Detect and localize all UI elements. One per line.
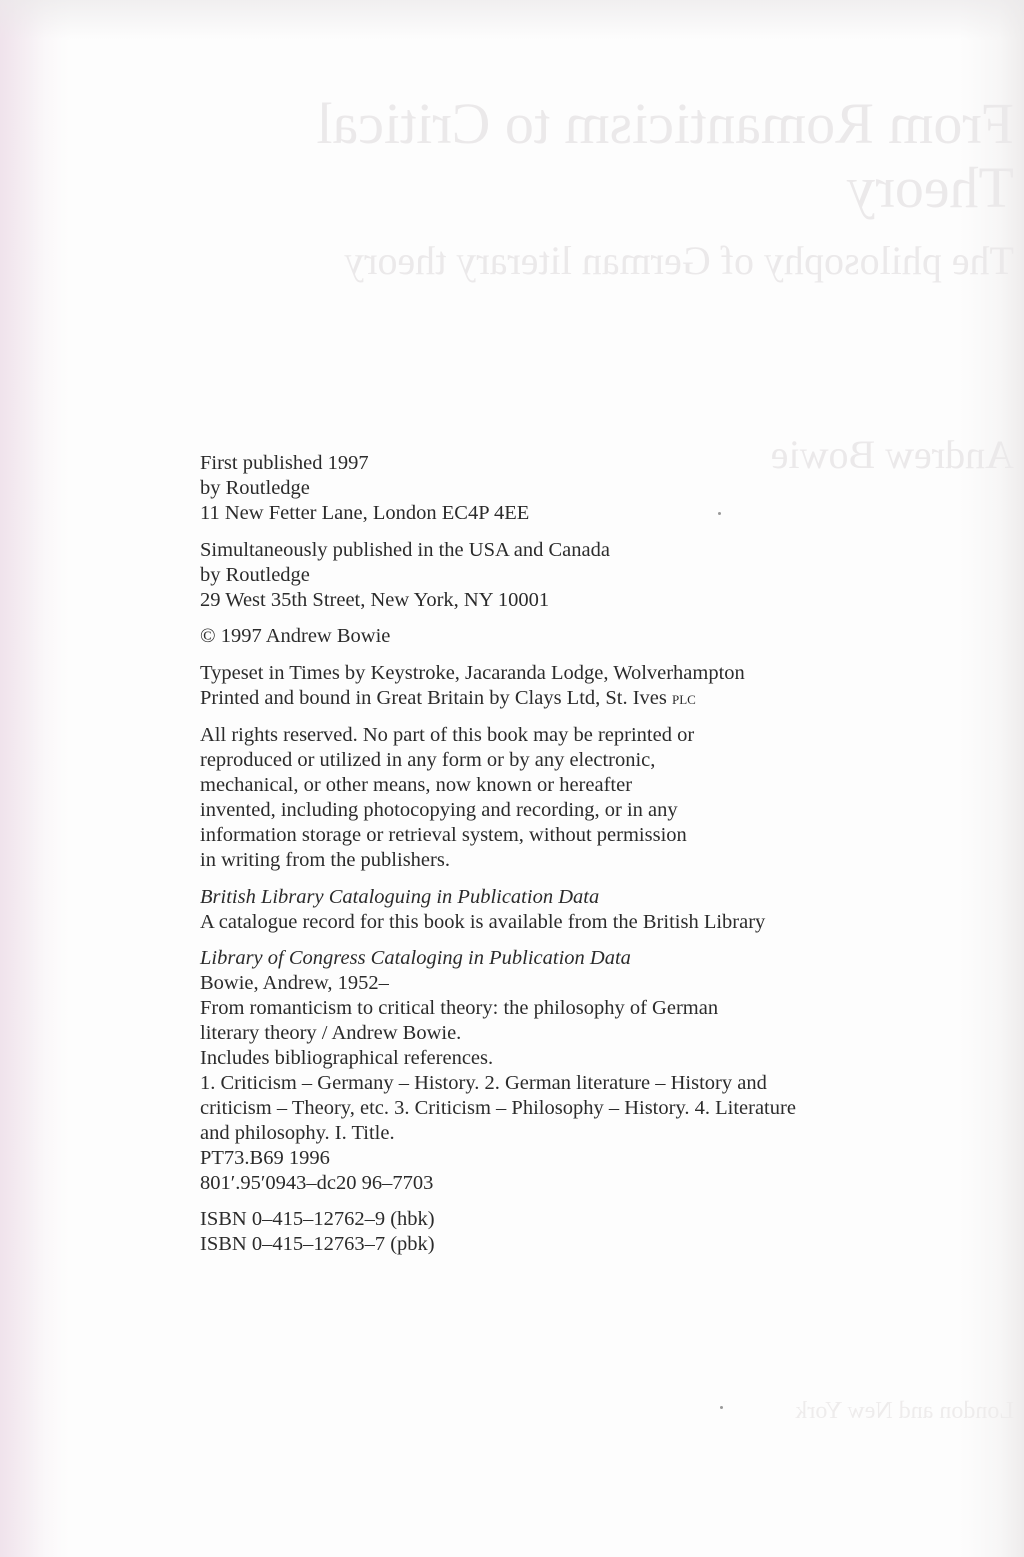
typeset-line: Typeset in Times by Keystroke, Jacaranda Lodge, Wolverhampton bbox=[200, 662, 745, 685]
copyright-imprint bbox=[200, 451, 940, 1269]
isbn-block bbox=[200, 1207, 940, 1257]
british-library-heading: British Library Cataloguing in Publication Data bbox=[200, 885, 600, 908]
bleed-title: From Romanticism to Critical Theory bbox=[316, 91, 1014, 220]
production-block bbox=[200, 661, 940, 711]
usa-publisher-name: by Routledge bbox=[200, 563, 310, 586]
usa-address: 29 West 35th Street, New York, NY 10001 bbox=[200, 588, 550, 611]
loc-line: From romanticism to critical theory: the philosophy of German bbox=[200, 997, 719, 1020]
bleed-author: Andrew Bowie bbox=[770, 432, 1014, 477]
british-library-block bbox=[200, 885, 940, 935]
dust-speck bbox=[718, 512, 721, 515]
copyright-block bbox=[200, 624, 940, 649]
uk-address: 11 New Fetter Lane, London EC4P 4EE bbox=[200, 501, 530, 524]
loc-line: Bowie, Andrew, 1952– bbox=[200, 972, 389, 995]
rights-line: reproduced or utilized in any form or by any electronic, bbox=[200, 749, 656, 772]
simultaneous-publication-line: Simultaneously published in the USA and Canada bbox=[200, 538, 610, 561]
first-published-line: First published 1997 bbox=[200, 452, 369, 474]
isbn-hardback: ISBN 0–415–12762–9 (hbk) bbox=[200, 1208, 435, 1231]
library-of-congress-block bbox=[200, 946, 940, 1195]
rights-block bbox=[200, 723, 940, 872]
british-library-text: A catalogue record for this book is available from the British Library bbox=[200, 910, 766, 933]
rights-line: mechanical, or other means, now known or hereafter bbox=[200, 773, 633, 796]
rights-line: information storage or retrieval system, without permission bbox=[200, 823, 687, 846]
loc-line: Includes bibliographical references. bbox=[200, 1047, 494, 1070]
publisher-name: by Routledge bbox=[200, 476, 310, 499]
loc-line: 1. Criticism – Germany – History. 2. German literature – History and bbox=[200, 1071, 767, 1094]
rights-line: in writing from the publishers. bbox=[200, 848, 450, 871]
bleed-subtitle: The philosophy of German literary theory bbox=[344, 238, 1014, 283]
loc-line: and philosophy. I. Title. bbox=[200, 1121, 395, 1144]
library-of-congress-heading: Library of Congress Cataloging in Publication Data bbox=[200, 947, 631, 970]
printed-line bbox=[200, 686, 940, 711]
bleed-publisher: London and New York bbox=[795, 1398, 1014, 1424]
dust-speck bbox=[720, 1406, 723, 1409]
isbn-paperback: ISBN 0–415–12763–7 (pbk) bbox=[200, 1233, 435, 1256]
rights-line: All rights reserved. No part of this book may be reprinted or bbox=[200, 724, 695, 747]
uk-publication-block bbox=[200, 451, 940, 526]
usa-publication-block bbox=[200, 538, 940, 613]
loc-line: 801′.95′0943–dc20 96–7703 bbox=[200, 1171, 434, 1194]
loc-line: PT73.B69 1996 bbox=[200, 1146, 330, 1169]
printed-text: Printed and bound in Great Britain by Clays Ltd, St. Ives bbox=[200, 687, 667, 710]
copyright-notice: © 1997 Andrew Bowie bbox=[200, 625, 391, 648]
rights-line: invented, including photocopying and recording, or in any bbox=[200, 798, 678, 821]
printed-suffix: plc bbox=[672, 688, 696, 709]
loc-line: criticism – Theory, etc. 3. Criticism – Philosophy – History. 4. Literature bbox=[200, 1096, 796, 1119]
loc-line: literary theory / Andrew Bowie. bbox=[200, 1022, 462, 1045]
gutter-shadow bbox=[0, 0, 70, 1557]
top-edge-shadow bbox=[0, 0, 1024, 40]
